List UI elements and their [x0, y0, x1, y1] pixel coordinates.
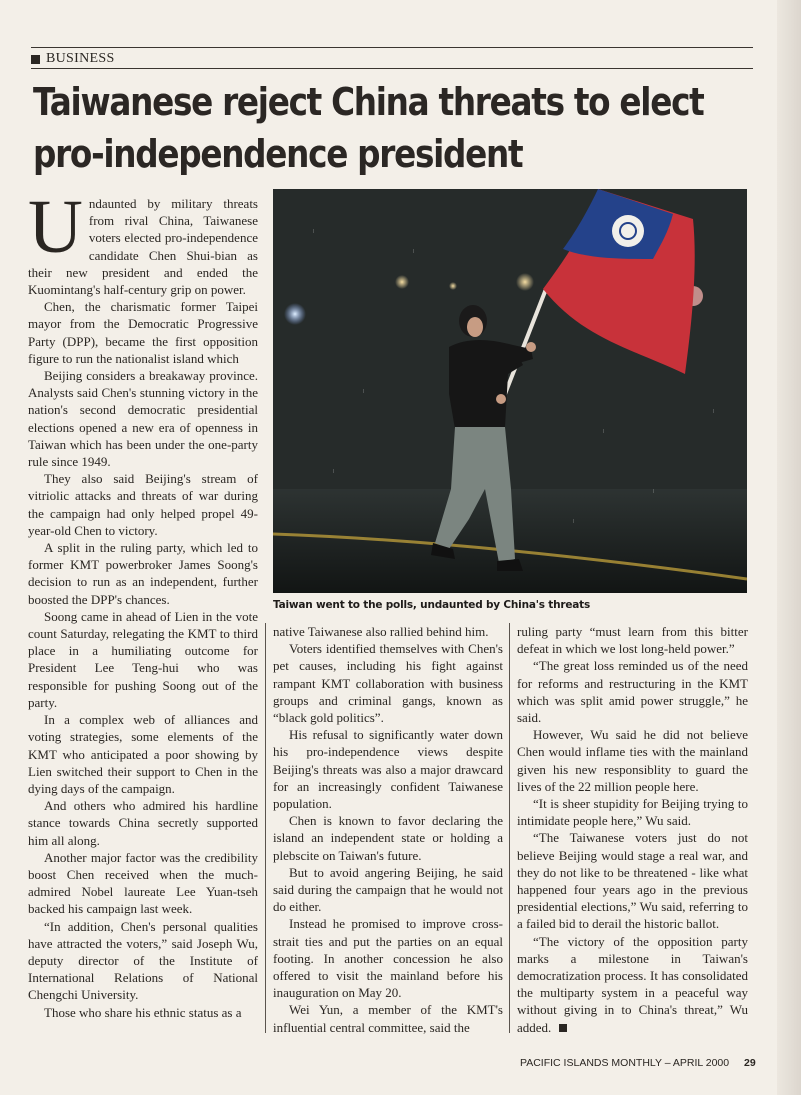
article-paragraph: “The Taiwanese voters just do not believe Beijing would stage a real war, and they do not like to be threatened - like what happened four years ago in the previous presidential elections,” Wu said, referring to a failed bid to derail the historic ballot. — [517, 830, 748, 932]
article-paragraph: But to avoid angering Beijing, he said said during the campaign that he would not do either. — [273, 864, 503, 915]
article-paragraph: Those who share his ethnic status as a — [44, 1004, 242, 1020]
article-paragraph: A split in the ruling party, which led to former KMT powerbroker James Soong's decision to run as an independent, further boosted the DPP's chances. — [28, 540, 258, 607]
article-column-3 — [517, 623, 748, 1036]
article-paragraph: Soong came in ahead of Lien in the vote count Saturday, relegating the KMT to third place in a humiliating outcome for President Lee Teng-hui who was responsible for pushing Soong out of the party. — [28, 608, 258, 710]
section-square-icon — [31, 55, 40, 64]
photo-illustration — [273, 189, 747, 593]
section-label-text: BUSINESS — [46, 51, 115, 66]
column-divider — [509, 623, 510, 1033]
article-paragraph: And others who admired his hardline stance towards China secretly supported him all along. — [28, 798, 258, 848]
article-paragraph: In a complex web of alliances and voting strategies, some elements of the KMT who anticipated a poor showing by Lien switched their support to Chen in the dying days of the campaign. — [28, 712, 258, 796]
article-paragraph: Undaunted by military threats from rival China, Taiwanese voters elected pro-independence candidate Chen Shui-bian as their new president and ended the Kuomintang's half-century grip on power. — [28, 185, 258, 298]
article-paragraph: “The victory of the opposition party marks a milestone in Taiwan's democratization process. It has consolidated the multiparty system in a peaceful way without giving in to China's threat,” Wu added. — [517, 933, 748, 1035]
article-paragraph: Wei Yun, a member of the KMT's influential central committee, said the — [273, 1002, 503, 1035]
article-paragraph: ruling party “must learn from this bitter defeat in which we lost long-held power.” — [517, 624, 748, 657]
page-footer — [520, 1057, 760, 1069]
section-label — [31, 50, 753, 69]
article-paragraph: They also said Beijing's stream of vitriolic attacks and threats of war during the campaign had only helped propel 49-year-old Chen to victory. — [28, 471, 258, 538]
headline-line-2: pro-independence president — [33, 132, 523, 176]
article-paragraph: “The great loss reminded us of the need for reforms and restructuring in the KMT which was split amid power struggle,” he said. — [517, 658, 748, 726]
article-paragraph: Beijing considers a breakaway province. Analysts said Chen's stunning victory in the nation's second democratic presidential elections opened a new era of openness in Taiwan which has been under the one-party rule since 1949. — [28, 368, 258, 470]
top-rule — [31, 47, 753, 48]
page-edge — [777, 0, 801, 1095]
photo-caption: Taiwan went to the polls, undaunted by China's threats — [273, 599, 591, 611]
article-paragraph: Another major factor was the credibility boost Chen received when the much-admired Nobel laureate Lee Yuan-tseh backed his campaign last week. — [28, 849, 258, 917]
article-paragraph: However, Wu said he did not believe Chen would inflame ties with the mainland given his new responsiblity to guard the lives of the 22 million people here. — [517, 727, 748, 794]
article-paragraph: native Taiwanese also rallied behind him. — [273, 624, 489, 639]
column-divider — [265, 623, 266, 1033]
article-column-2 — [273, 623, 503, 1036]
article-column-1 — [28, 185, 258, 1021]
page-number: 29 — [744, 1057, 756, 1069]
article-paragraph: Instead he promised to improve cross-strait ties and put the parties on an equal footing. In another concession he also offered to visit the mainland before his inauguration on May 20. — [273, 916, 503, 1001]
article-paragraph: Chen is known to favor declaring the island an independent state or holding a plebscite on Taiwan's future. — [273, 813, 503, 863]
article-paragraph: His refusal to significantly water down his pro-independence views despite Beijing's threats was also a major drawcard for an increasingly confident Taiwanese population. — [273, 727, 503, 812]
end-of-article-icon — [559, 1024, 567, 1032]
news-photo — [273, 189, 747, 593]
article-paragraph: Chen, the charismatic former Taipei mayor from the Democratic Progressive Party (DPP), became the first opposition figure to run the nationalist island which — [28, 299, 258, 366]
article-paragraph: “It is sheer stupidity for Beijing trying to intimidate people here,” Wu said. — [517, 796, 748, 829]
drop-cap: U — [28, 185, 83, 269]
headline-line-1: Taiwanese reject China threats to elect — [33, 80, 704, 124]
article-paragraph: “In addition, Chen's personal qualities have attracted the voters,” said Joseph Wu, deputy director of the Institute of International Relations of National Chengchi University. — [28, 918, 258, 1003]
footer-publication: PACIFIC ISLANDS MONTHLY – APRIL 2000 — [520, 1057, 730, 1069]
article-paragraph: Voters identified themselves with Chen's pet causes, including his fight against rampant KMT collaboration with business groups and criminal gangs, known as “black gold politics”. — [273, 641, 503, 726]
headline — [33, 76, 730, 180]
